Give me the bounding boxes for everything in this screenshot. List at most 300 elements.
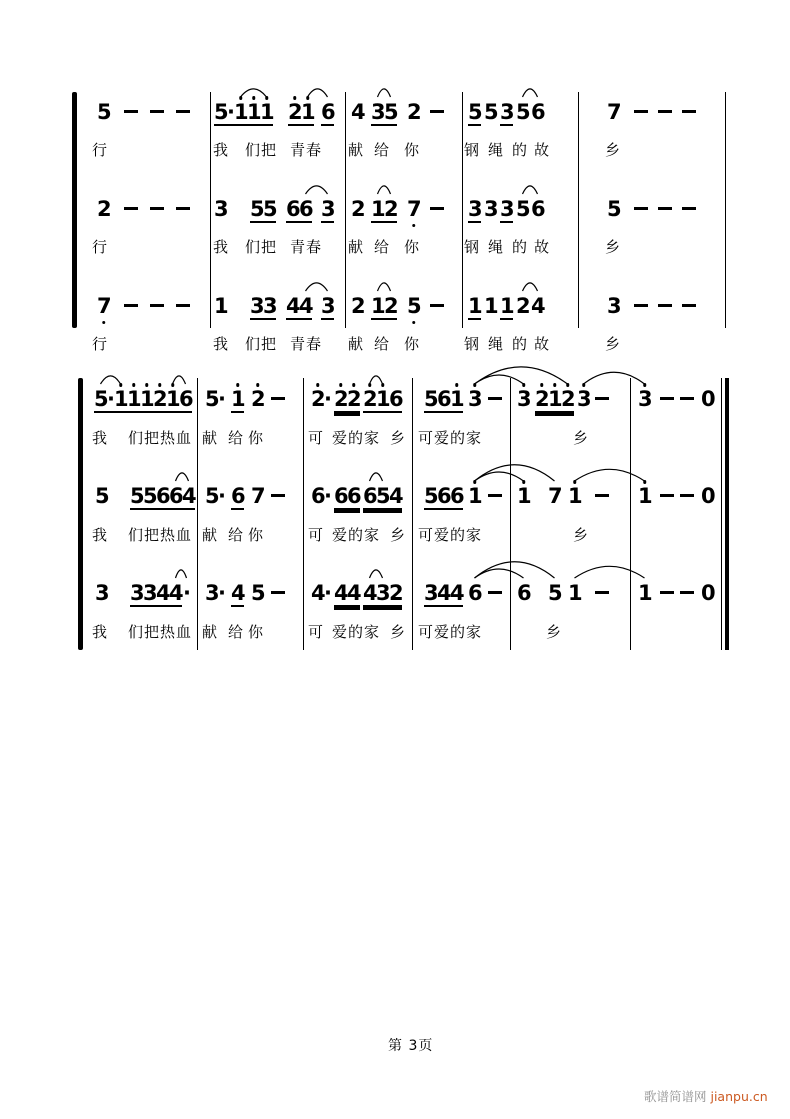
octave-dot-high (582, 383, 586, 387)
note-char: 6 (231, 484, 246, 508)
note-char: 7 (251, 484, 266, 508)
note-char: 5 (205, 484, 220, 508)
note-group (214, 198, 227, 221)
octave-dot-high (265, 96, 269, 100)
lyric: 们把 (245, 238, 278, 256)
note-group (130, 485, 195, 510)
note-char: 1 (140, 388, 153, 410)
lyric: 可爱的 (418, 526, 467, 544)
dash-note (150, 110, 164, 113)
note-char: 1 (450, 388, 463, 410)
note-group (311, 582, 331, 605)
dash-note (124, 110, 138, 113)
dash-note (430, 207, 444, 210)
note-char: 5 (250, 197, 265, 221)
note-group (321, 198, 334, 223)
note-char: 4 (286, 294, 301, 318)
note-group (251, 388, 264, 411)
note-char: 5 (97, 100, 112, 124)
barline (412, 378, 413, 650)
slur-arc (475, 472, 524, 481)
octave-dot-low (102, 321, 106, 325)
note-group (424, 485, 463, 510)
lyric: 钢 (464, 238, 481, 256)
dash-note (488, 494, 502, 497)
note-group (97, 198, 110, 221)
end-barline-thick (725, 378, 729, 650)
dash-note (658, 304, 672, 307)
note-group (468, 388, 481, 411)
lyric: 献 (202, 623, 219, 641)
lyric: 可 (308, 623, 325, 641)
note-group (371, 198, 397, 223)
lyric: 家 (364, 623, 381, 641)
note-group (607, 198, 620, 221)
note-char: 4 (347, 581, 362, 605)
system-bracket (78, 378, 83, 650)
note-group (517, 388, 530, 411)
end-barline (721, 378, 722, 650)
lyric: 们把 (245, 141, 278, 159)
note-char: 4 (311, 581, 326, 605)
note-group (311, 485, 331, 508)
note-group (250, 295, 276, 320)
end-barline (725, 92, 726, 328)
note-char: 1 (214, 294, 229, 318)
octave-dot-high (522, 383, 526, 387)
octave-dot-high (566, 383, 570, 387)
octave-dot-high (316, 383, 320, 387)
octave-dot-high (145, 383, 149, 387)
octave-dot-high (236, 383, 240, 387)
octave-dot-high (455, 383, 459, 387)
note-char: 1 (638, 581, 653, 605)
note-char: 1 (127, 388, 140, 410)
slur-arc (584, 372, 645, 384)
note-group (531, 101, 544, 124)
note-group (500, 295, 513, 320)
note-char: 5 (95, 484, 110, 508)
note-char: · (218, 484, 226, 508)
note-group (205, 485, 225, 508)
lyric: 们把 (245, 335, 278, 353)
slur-arc (475, 465, 555, 481)
note-char: 6 (286, 197, 301, 221)
note-char: 6 (334, 484, 349, 508)
dash-note (430, 304, 444, 307)
note-group (363, 582, 402, 607)
lyric: 我 (213, 238, 230, 256)
lyric: 给 (228, 429, 245, 447)
note-char: 6 (437, 484, 452, 508)
note-char: 3 (371, 100, 386, 124)
note-char: 4 (156, 581, 171, 605)
lyric: 可 (308, 526, 325, 544)
dash-note (176, 110, 190, 113)
note-char: 2 (153, 388, 166, 410)
note-group (568, 582, 581, 605)
note-char: 6 (363, 484, 378, 508)
note-group (94, 388, 192, 413)
note-group (97, 295, 110, 318)
note-char: 1 (114, 388, 127, 410)
lyric: 献 (348, 335, 365, 353)
octave-dot-high (239, 96, 243, 100)
lyric: 家 (364, 429, 381, 447)
dash-note (680, 494, 694, 497)
lyric: 行 (92, 238, 109, 256)
lyric: 乡 (605, 238, 622, 256)
note-char: 4 (389, 484, 404, 508)
octave-dot-high (339, 383, 343, 387)
note-char: 1 (548, 388, 561, 410)
note-group (548, 485, 561, 508)
note-char: 3 (263, 294, 278, 318)
note-char: 3 (214, 197, 229, 221)
note-char: 5 (130, 484, 145, 508)
note-group (407, 198, 420, 221)
note-char: 5 (407, 295, 420, 317)
lyric: 的 (512, 335, 529, 353)
note-group (500, 101, 513, 126)
note-char: 2 (384, 294, 399, 318)
octave-dot-high (553, 383, 557, 387)
note-group (468, 582, 481, 605)
slur-arc (575, 469, 645, 481)
note-group (517, 582, 530, 605)
note-char: 1 (371, 197, 386, 221)
note-char: 2 (561, 388, 574, 410)
note-char: 2 (334, 388, 347, 410)
note-char: · (324, 581, 332, 605)
note-char: 2 (535, 388, 548, 410)
lyric: 青春 (290, 335, 323, 353)
note-char: 3 (205, 581, 220, 605)
lyric: 我 (92, 623, 109, 641)
note-group (288, 101, 314, 126)
dash-note (176, 304, 190, 307)
note-char: 1 (371, 294, 386, 318)
lyric: 乡 (546, 623, 563, 641)
note-char: 6 (389, 387, 404, 411)
note-char: 6 (156, 484, 171, 508)
note-char: 4 (334, 581, 349, 605)
slur-arc (378, 89, 391, 97)
note-char: 6 (169, 484, 184, 508)
note-group (484, 198, 497, 221)
slur-arc (523, 186, 538, 194)
dash-note (660, 397, 674, 400)
note-char: 3 (130, 581, 145, 605)
slur-arc (308, 89, 328, 97)
note-group (97, 101, 110, 124)
note-char: 5 (607, 197, 622, 221)
note-group (286, 295, 312, 320)
lyric: 给 (374, 335, 391, 353)
note-char: 3 (376, 581, 391, 605)
note-char: 5 (484, 100, 499, 124)
watermark (644, 1087, 768, 1105)
dash-note (150, 304, 164, 307)
lyric: 可爱的 (418, 623, 467, 641)
lyric: 可爱的 (418, 429, 467, 447)
note-char: 6 (347, 484, 362, 508)
note-group (577, 388, 590, 411)
dash-note (680, 397, 694, 400)
note-char: 2 (351, 197, 366, 221)
lyric: 献 (348, 141, 365, 159)
note-group (701, 485, 714, 508)
note-char: 3 (143, 581, 158, 605)
note-group (484, 101, 497, 124)
note-char: · (183, 581, 191, 605)
note-group (231, 582, 244, 607)
octave-dot-high (158, 383, 162, 387)
dash-note (658, 207, 672, 210)
note-group (468, 198, 481, 223)
octave-dot-high (171, 383, 175, 387)
note-group (607, 295, 620, 318)
dash-note (430, 110, 444, 113)
note-char: 6 (450, 484, 465, 508)
note-char: 6 (299, 197, 314, 221)
note-group (363, 388, 402, 413)
note-group (424, 388, 463, 413)
note-char: 3 (95, 581, 110, 605)
note-char: 1 (468, 485, 481, 507)
note-char: 1 (484, 294, 499, 318)
note-char: 2 (97, 197, 112, 221)
note-char: 0 (701, 581, 716, 605)
note-char: 2 (351, 294, 366, 318)
lyric: 绳 (488, 335, 505, 353)
note-char: 2 (347, 388, 360, 410)
lyric: 们把热血 (128, 429, 193, 447)
note-group (311, 388, 331, 411)
note-char: 4 (531, 294, 546, 318)
note-char: 1 (301, 101, 314, 123)
note-char: 7 (407, 198, 420, 220)
note-char: 6 (179, 387, 194, 411)
barline (345, 92, 346, 328)
note-char: 3 (577, 388, 590, 410)
note-char: · (218, 581, 226, 605)
note-char: 2 (363, 388, 376, 410)
octave-dot-high (643, 383, 647, 387)
lyric: 的 (512, 141, 529, 159)
note-group (371, 295, 397, 320)
dash-note (658, 110, 672, 113)
octave-dot-high (252, 96, 256, 100)
note-group (321, 295, 334, 320)
note-char: 5 (424, 387, 439, 411)
note-group (516, 295, 529, 318)
lyric: 我 (92, 429, 109, 447)
lyric: 乡 (390, 526, 407, 544)
note-char: 1 (568, 485, 581, 507)
lyric: 爱的 (332, 526, 365, 544)
slur-arc (101, 376, 121, 384)
lyric: 乡 (573, 429, 590, 447)
note-group (500, 198, 513, 223)
dash-note (682, 207, 696, 210)
note-char: 2 (389, 581, 404, 605)
slur-arc (370, 570, 383, 578)
watermark-site-url[interactable]: jianpu.cn (710, 1089, 768, 1104)
note-group (531, 295, 544, 318)
note-char: 1 (468, 294, 483, 318)
note-char: · (324, 484, 332, 508)
lyric: 你 (248, 429, 265, 447)
barline (510, 378, 511, 650)
slur-arc (173, 376, 186, 384)
note-group (638, 388, 651, 411)
note-char: 5 (143, 484, 158, 508)
note-group (334, 582, 360, 607)
note-char: 7 (97, 295, 110, 317)
dash-note (488, 397, 502, 400)
barline (462, 92, 463, 328)
note-char: 4 (299, 294, 314, 318)
lyric: 青春 (290, 141, 323, 159)
slur-arc (370, 473, 383, 481)
note-char: 1 (500, 294, 515, 318)
note-char: 3 (517, 388, 530, 410)
note-group (701, 582, 714, 605)
lyric: 乡 (390, 429, 407, 447)
note-group (205, 388, 225, 411)
note-group (250, 198, 276, 223)
note-char: 4 (363, 581, 378, 605)
lyric: 你 (404, 335, 421, 353)
note-group (516, 101, 529, 124)
lyric: 献 (202, 526, 219, 544)
dash-note (488, 591, 502, 594)
note-char: 6 (468, 581, 483, 605)
lyric: 乡 (573, 526, 590, 544)
lyric: 你 (404, 141, 421, 159)
note-char: 6 (311, 484, 326, 508)
octave-dot-low (412, 321, 416, 325)
note-char: 6 (517, 581, 532, 605)
note-group (130, 582, 182, 607)
octave-dot-high (306, 96, 310, 100)
slur-arc (475, 375, 524, 384)
lyric: 献 (202, 429, 219, 447)
note-group (95, 485, 108, 508)
note-group (468, 295, 481, 320)
note-char: 5 (251, 581, 266, 605)
note-group (286, 198, 312, 223)
octave-dot-high (368, 383, 372, 387)
note-group (548, 582, 561, 605)
dash-note (595, 397, 609, 400)
system-bracket (72, 92, 77, 328)
lyric: 给 (374, 238, 391, 256)
note-group (424, 582, 463, 607)
dash-note (271, 397, 285, 400)
note-group (468, 101, 481, 126)
dash-note (124, 304, 138, 307)
note-char: 4 (231, 581, 246, 605)
dash-note (680, 591, 694, 594)
note-group (205, 582, 225, 605)
note-group (517, 485, 530, 508)
lyric: 给 (228, 623, 245, 641)
note-char: 3 (424, 581, 439, 605)
note-group (351, 198, 364, 221)
lyric: 乡 (390, 623, 407, 641)
dash-note (595, 591, 609, 594)
note-char: 3 (500, 100, 515, 124)
octave-dot-high (293, 96, 297, 100)
lyric: 乡 (605, 335, 622, 353)
note-char: 2 (384, 197, 399, 221)
note-group (251, 485, 264, 508)
note-group (321, 101, 334, 126)
note-char: 3 (500, 197, 515, 221)
note-char: 4 (351, 100, 366, 124)
lyric: 我 (92, 526, 109, 544)
note-group (351, 101, 364, 124)
note-char: 1 (247, 101, 260, 123)
octave-dot-high (473, 480, 477, 484)
octave-dot-high (256, 383, 260, 387)
lyric: 家 (364, 526, 381, 544)
dash-note (682, 304, 696, 307)
slur-arc (176, 473, 189, 481)
barline (197, 378, 198, 650)
lyric: 爱的 (332, 623, 365, 641)
slur-arc (475, 562, 555, 578)
note-char: 3 (468, 388, 481, 410)
lyric: 你 (248, 526, 265, 544)
note-char: 5 (516, 100, 531, 124)
note-char: 6 (321, 100, 336, 124)
note-char: 7 (607, 100, 622, 124)
slur-arc (575, 566, 645, 578)
lyric: 钢 (464, 141, 481, 159)
note-char: 5 (548, 581, 563, 605)
octave-dot-high (522, 480, 526, 484)
dash-note (634, 207, 648, 210)
lyric: 你 (248, 623, 265, 641)
slur-arc (523, 283, 538, 291)
lyric: 你 (404, 238, 421, 256)
lyric: 家 (466, 526, 483, 544)
lyric: 钢 (464, 335, 481, 353)
note-group (701, 388, 714, 411)
note-group (407, 295, 420, 318)
lyric: 家 (466, 623, 483, 641)
octave-dot-high (473, 383, 477, 387)
note-char: 4 (182, 484, 197, 508)
note-char: 1 (166, 388, 179, 410)
note-char: 3 (638, 388, 651, 410)
dash-note (682, 110, 696, 113)
note-char: 4 (437, 581, 452, 605)
lyric: 行 (92, 141, 109, 159)
note-char: · (324, 387, 332, 411)
note-char: 6 (437, 387, 452, 411)
slur-arc (306, 186, 328, 194)
note-char: 0 (701, 484, 716, 508)
lyric: 给 (228, 526, 245, 544)
lyric: 的 (512, 238, 529, 256)
lyric: 绳 (488, 141, 505, 159)
octave-dot-high (381, 383, 385, 387)
lyric: 故 (534, 335, 551, 353)
